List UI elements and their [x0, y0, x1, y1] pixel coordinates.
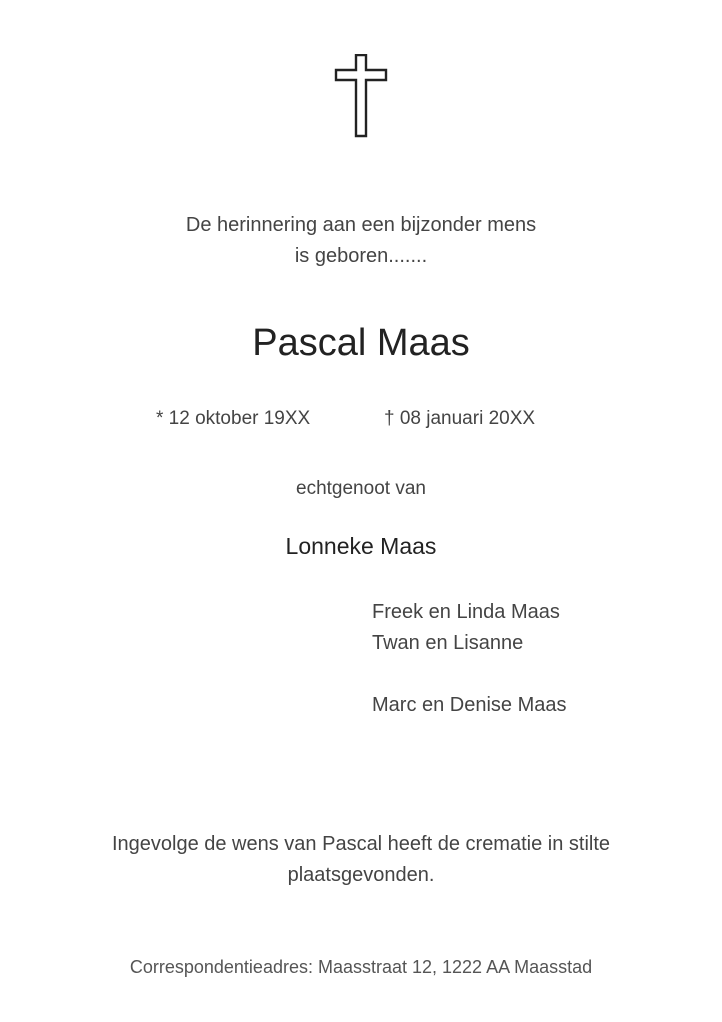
death-date: † 08 januari 20XX: [384, 408, 536, 429]
cross-icon: [334, 54, 388, 138]
notice-line-1: Ingevolge de wens van Pascal heeft de crematie in stilte: [111, 833, 611, 855]
intro-line-1: De herinnering aan een bijzonder mens: [185, 214, 537, 236]
relation-text: echtgenoot van: [296, 478, 426, 499]
correspondence-address: Correspondentieadres: Maasstraat 12, 1222 AA Maasstad: [129, 957, 593, 977]
deceased-name: Pascal Maas: [252, 322, 470, 364]
spouse-name: Lonneke Maas: [285, 533, 437, 559]
cremation-notice: [0, 829, 722, 891]
family-spacer: [372, 659, 567, 690]
family-list: [372, 597, 567, 721]
intro-line-2: is geboren.......: [294, 245, 428, 267]
notice-line-2: plaatsgevonden.: [287, 864, 435, 886]
family-member: Marc en Denise Maas: [372, 694, 567, 716]
birth-date: * 12 oktober 19XX: [156, 408, 311, 429]
family-member: Twan en Lisanne: [372, 632, 524, 654]
intro-text: [0, 210, 722, 272]
family-member: Freek en Linda Maas: [372, 601, 560, 623]
